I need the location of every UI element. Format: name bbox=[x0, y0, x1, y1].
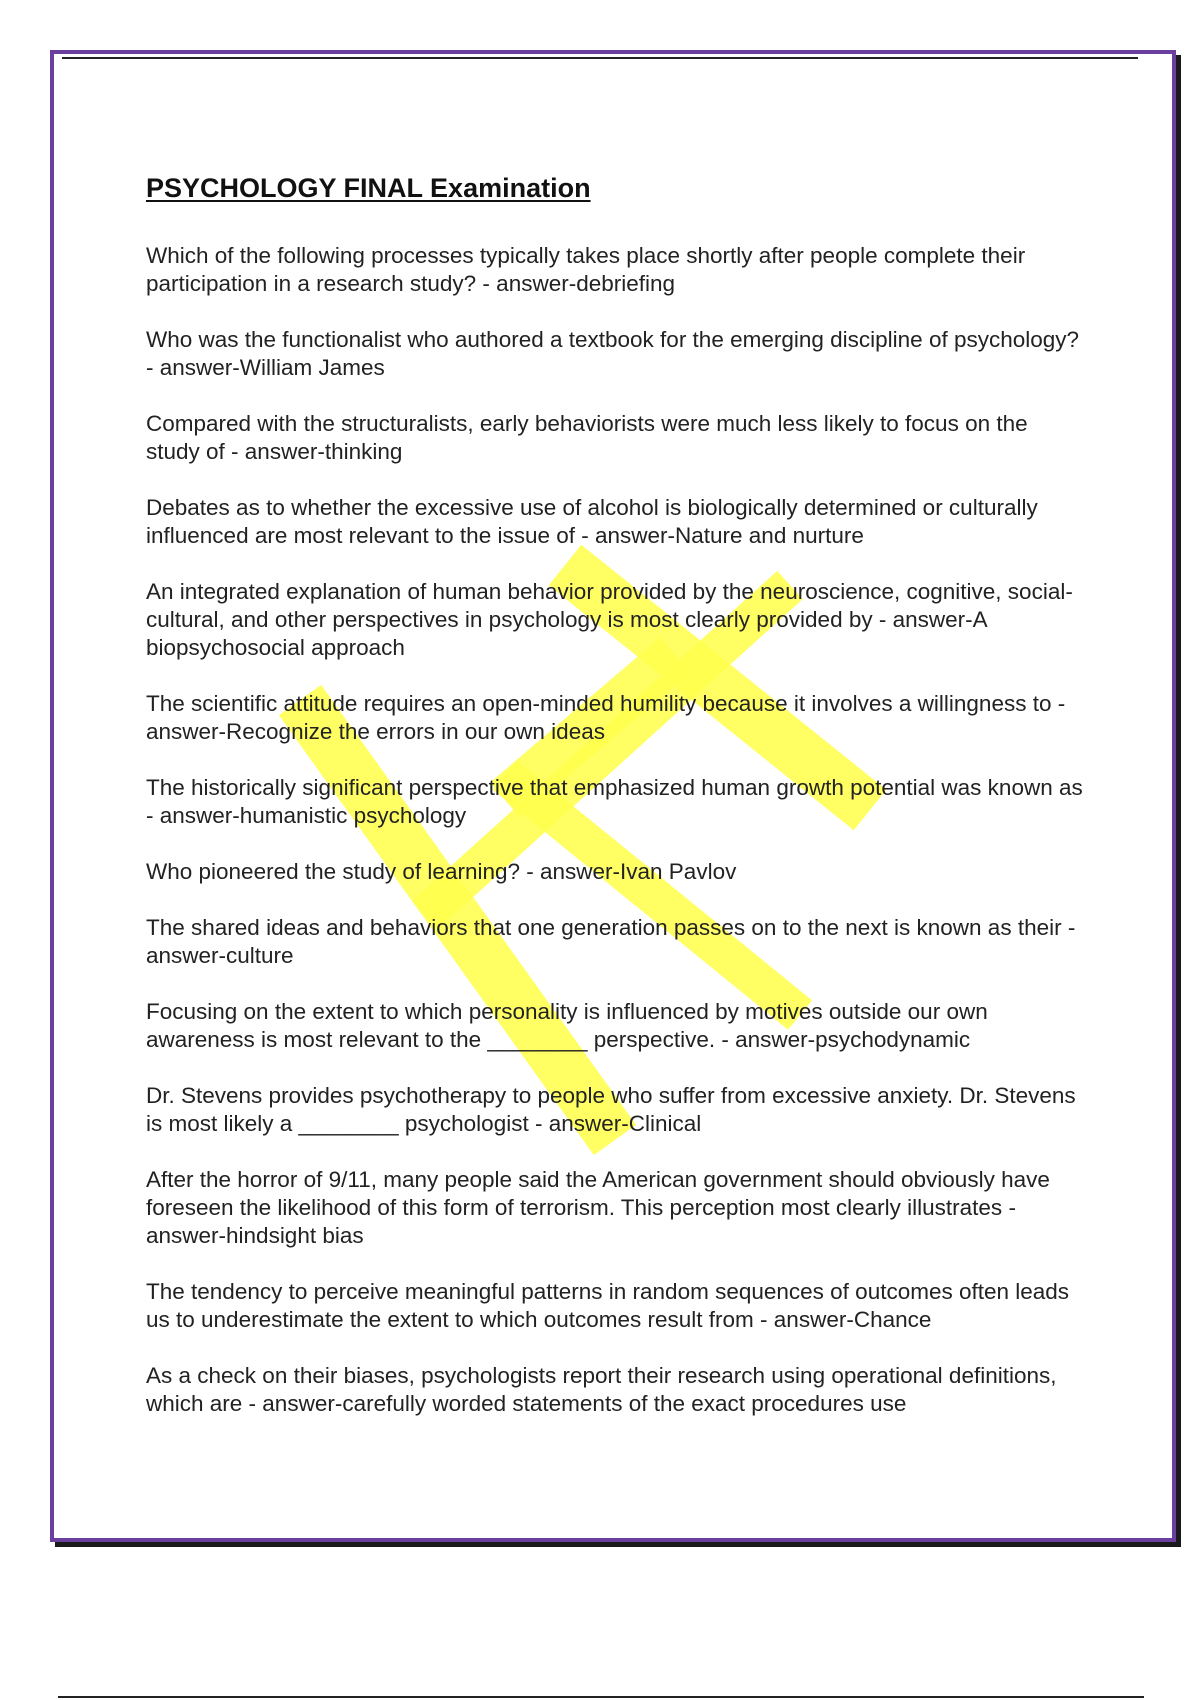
qa-item: Dr. Stevens provides psychotherapy to people who suffer from excessive anxiety. Dr. Stevens is most likely a ________ psychologist - answer-Clinical bbox=[146, 1083, 1076, 1137]
qa-item: After the horror of 9/11, many people said the American government should obviously have foreseen the likelihood of this form of terrorism. This perception most clearly illustrates - answer-hindsight bias bbox=[146, 1167, 1050, 1249]
qa-item: Compared with the structuralists, early behaviorists were much less likely to focus on the study of - answer-thinking bbox=[146, 411, 1028, 465]
qa-item: Debates as to whether the excessive use of alcohol is biologically determined or culturally influenced are most relevant to the issue of - answer-Nature and nurture bbox=[146, 495, 1038, 549]
qa-item: The tendency to perceive meaningful patterns in random sequences of outcomes often leads us to underestimate the extent to which outcomes result from - answer-Chance bbox=[146, 1279, 1070, 1333]
qa-item: As a check on their biases, psychologists report their research using operational definitions, which are - answer-carefully worded statements of the exact procedures use bbox=[146, 1363, 1057, 1417]
qa-item: The scientific attitude requires an open-minded humility because it involves a willingness to - answer-Recognize the errors in our own ideas bbox=[146, 691, 1066, 745]
qa-item: The historically significant perspective that emphasized human growth potential was known as - answer-humanistic psychology bbox=[146, 775, 1083, 829]
frame-top-rule bbox=[62, 57, 1138, 59]
qa-item: Who was the functionalist who authored a textbook for the emerging discipline of psychology? - answer-William James bbox=[146, 327, 1080, 381]
qa-item: Focusing on the extent to which personality is influenced by motives outside our own awareness is most relevant to the ________ perspective. - answer-psychodynamic bbox=[146, 999, 988, 1053]
page-title: PSYCHOLOGY FINAL Examination bbox=[146, 173, 591, 203]
qa-item: Who pioneered the study of learning? - answer-Ivan Pavlov bbox=[146, 859, 737, 885]
qa-item: Which of the following processes typically takes place shortly after people complete their participation in a research study? - answer-debriefing bbox=[146, 243, 1026, 297]
qa-item: An integrated explanation of human behavior provided by the neuroscience, cognitive, social-cultural, and other perspectives in psychology is most clearly provided by - answer-A biopsychosocial approach bbox=[146, 579, 1073, 661]
bottom-rule bbox=[58, 1696, 1144, 1698]
qa-item: The shared ideas and behaviors that one generation passes on to the next is known as their - answer-culture bbox=[146, 915, 1076, 969]
exam-content bbox=[146, 172, 1086, 1446]
